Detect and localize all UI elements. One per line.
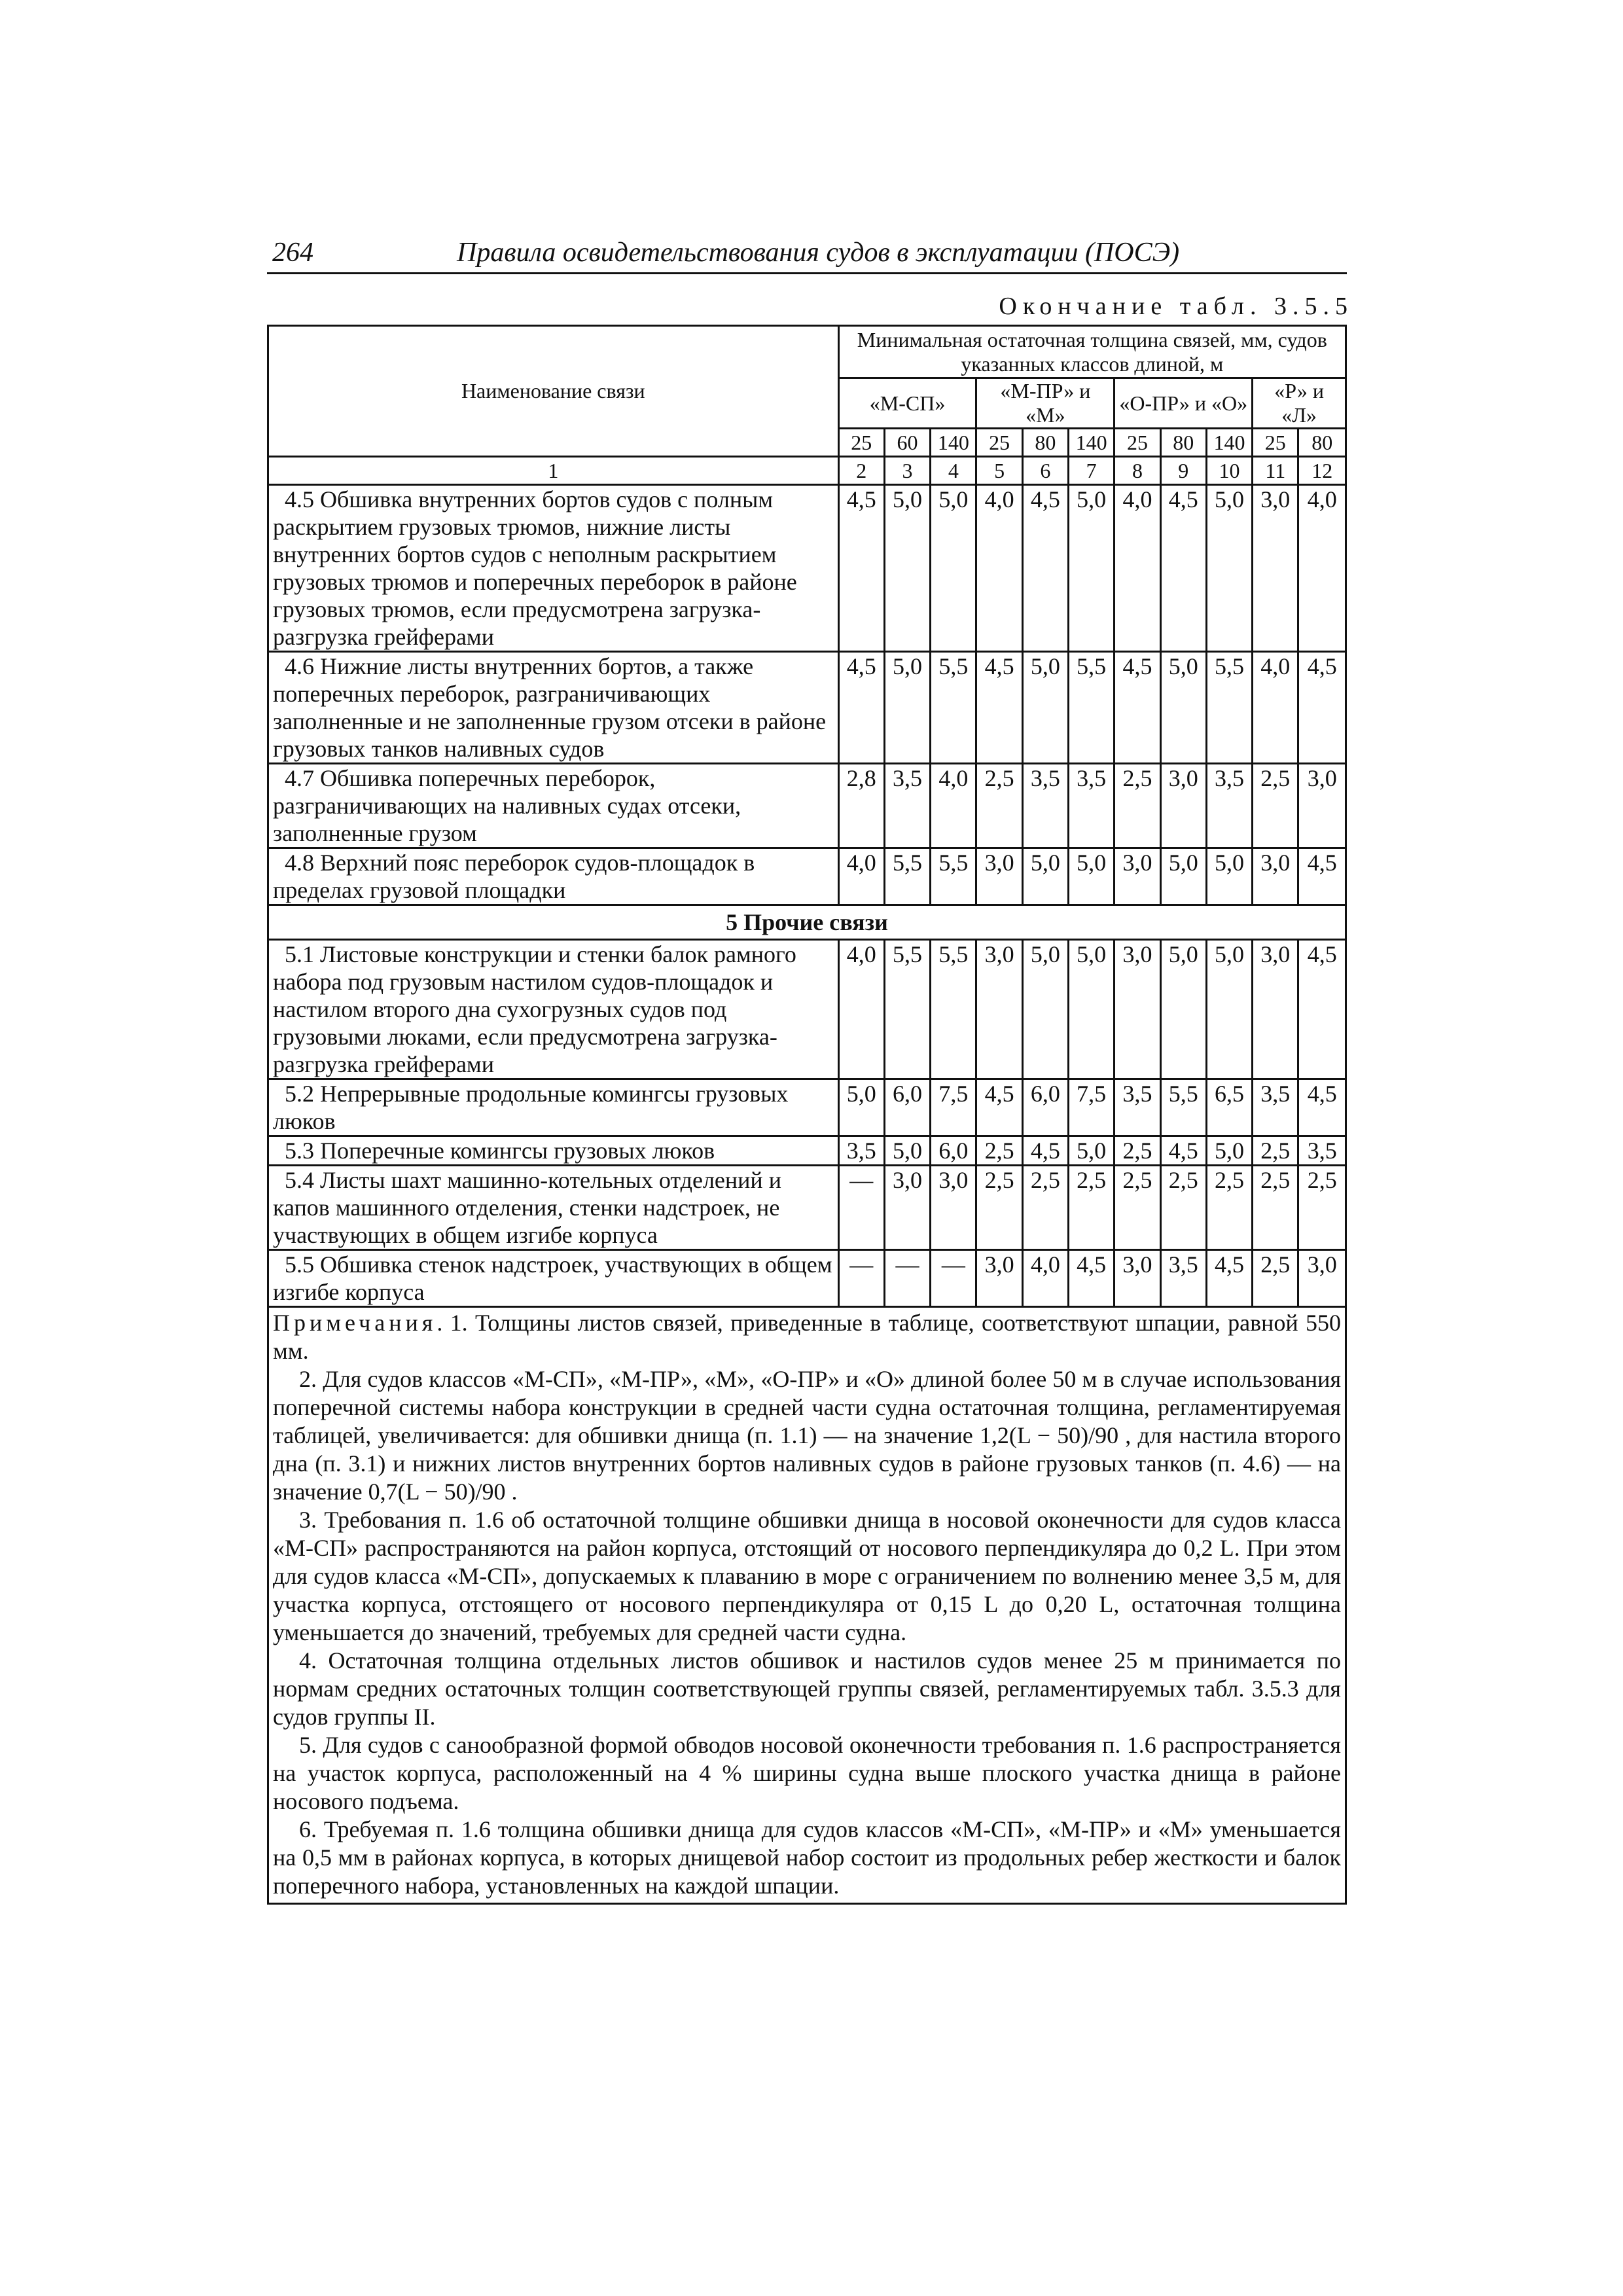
- length-header: 140: [1206, 429, 1252, 457]
- row-label: 4.7 Обшивка поперечных переборок, разграничивающих на наливных судах отсеки, заполненные грузом: [268, 764, 839, 848]
- thickness-value: 5,5: [1069, 652, 1115, 764]
- thickness-value: 3,0: [1160, 764, 1206, 848]
- thickness-value: 7,5: [931, 1079, 976, 1136]
- section-heading: 5 Прочие связи: [268, 905, 1346, 940]
- page-number: 264: [272, 238, 313, 268]
- thickness-value: 7,5: [1069, 1079, 1115, 1136]
- thickness-value: 3,0: [1115, 940, 1160, 1079]
- thickness-value: 4,0: [1115, 485, 1160, 652]
- thickness-value: 2,8: [838, 764, 884, 848]
- thickness-value: 4,5: [1160, 485, 1206, 652]
- thickness-value: 3,0: [1298, 764, 1346, 848]
- thickness-value: 3,0: [1115, 1250, 1160, 1307]
- thickness-value: 5,5: [931, 652, 976, 764]
- thickness-value: 3,0: [1115, 848, 1160, 905]
- thickness-value: 2,5: [1022, 1166, 1068, 1250]
- column-number: 11: [1253, 457, 1298, 485]
- note-1: [273, 1309, 1341, 1365]
- note-1-text: . 1. Толщины листов связей, приведенные в таблице, соответствуют шпации, равной 550 мм.: [273, 1310, 1341, 1364]
- thickness-value: 6,0: [884, 1079, 930, 1136]
- thickness-value: 6,0: [931, 1136, 976, 1166]
- thickness-value: 6,0: [1022, 1079, 1068, 1136]
- length-header: 25: [976, 429, 1022, 457]
- thickness-value: 4,0: [838, 940, 884, 1079]
- thickness-value: 5,0: [1160, 848, 1206, 905]
- length-header: 25: [1115, 429, 1160, 457]
- thickness-value: 6,5: [1206, 1079, 1252, 1136]
- column-number: 9: [1160, 457, 1206, 485]
- notes-row: [268, 1307, 1346, 1904]
- thickness-value: 5,0: [1160, 652, 1206, 764]
- thickness-table: [267, 325, 1347, 1905]
- column-number: 5: [976, 457, 1022, 485]
- table-row: [268, 1079, 1346, 1136]
- thickness-value: 3,5: [1206, 764, 1252, 848]
- thickness-value: —: [931, 1250, 976, 1307]
- thickness-value: 5,0: [931, 485, 976, 652]
- thickness-header: Минимальная остаточная толщина связей, мм, судов указанных классов длиной, м: [838, 326, 1346, 378]
- thickness-value: 3,5: [1160, 1250, 1206, 1307]
- thickness-value: 5,0: [1206, 1136, 1252, 1166]
- thickness-value: 4,0: [976, 485, 1022, 652]
- thickness-value: 5,5: [931, 940, 976, 1079]
- row-label: 5.2 Непрерывные продольные комингсы грузовых люков: [268, 1079, 839, 1136]
- thickness-value: 5,0: [1206, 485, 1252, 652]
- name-column-header: Наименование связи: [268, 326, 839, 457]
- note-2: 2. Для судов классов «М-СП», «М-ПР», «М», «О-ПР» и «О» длиной более 50 м в случае использования поперечной системы набора конструкции в средней части судна остаточная толщина, регламентируемая таблицей, увеличивается: для обшивки днища (п. 1.1) — на значение 1,2(L − 50)/90 , для настила второго дна (п. 3.1) и нижних листов внутренних бортов наливных судов в районе грузовых танков (п. 4.6) — на значение 0,7(L − 50)/90 .: [273, 1366, 1341, 1505]
- thickness-value: 5,5: [1160, 1079, 1206, 1136]
- note-3: 3. Требования п. 1.6 об остаточной толщине обшивки днища в носовой оконечности для судов класса «М-СП» распространяются на район корпуса, отстоящий от носового перпендикуляра до 0,2 L. При этом для судов класса «М-СП», допускаемых к плаванию в море с ограничением по волнению менее 3,5 м, для участка корпуса, отстоящего от носового перпендикуляра от 0,15 L до 0,20 L, остаточная толщина уменьшается до значений, требуемых для средней части судна.: [273, 1507, 1341, 1645]
- thickness-value: 3,0: [976, 848, 1022, 905]
- note-4: 4. Остаточная толщина отдельных листов обшивок и настилов судов менее 25 м принимается по нормам средних остаточных толщин соответствующей группы связей, регламентируемых табл. 3.5.3 для судов группы II.: [273, 1647, 1341, 1730]
- thickness-value: 2,5: [1160, 1166, 1206, 1250]
- thickness-value: 2,5: [976, 1166, 1022, 1250]
- thickness-value: 3,5: [1115, 1079, 1160, 1136]
- class-group-header: «М-СП»: [838, 378, 976, 429]
- column-number: 1: [268, 457, 839, 485]
- running-title: Правила освидетельствования судов в эксплуатации (ПОСЭ): [457, 238, 1180, 268]
- thickness-value: 5,0: [1022, 940, 1068, 1079]
- notes-title: Примечания: [273, 1310, 437, 1336]
- length-header: 25: [1253, 429, 1298, 457]
- thickness-value: 3,0: [1298, 1250, 1346, 1307]
- thickness-value: 5,0: [884, 485, 930, 652]
- column-number: 3: [884, 457, 930, 485]
- table-row: [268, 652, 1346, 764]
- thickness-value: 5,0: [1022, 652, 1068, 764]
- length-header: 140: [1069, 429, 1115, 457]
- table-row: [268, 1250, 1346, 1307]
- thickness-value: 5,0: [884, 652, 930, 764]
- class-group-header: «М-ПР» и «М»: [976, 378, 1115, 429]
- row-label: 4.8 Верхний пояс переборок судов-площадок в пределах грузовой площадки: [268, 848, 839, 905]
- column-number: 6: [1022, 457, 1068, 485]
- thickness-value: 4,0: [1298, 485, 1346, 652]
- thickness-value: 4,0: [1253, 652, 1298, 764]
- thickness-value: 2,5: [1253, 1250, 1298, 1307]
- column-number: 2: [838, 457, 884, 485]
- column-number: 12: [1298, 457, 1346, 485]
- thickness-value: 4,5: [1022, 1136, 1068, 1166]
- thickness-value: 3,5: [1253, 1079, 1298, 1136]
- thickness-value: 4,5: [1298, 848, 1346, 905]
- thickness-value: 4,0: [838, 848, 884, 905]
- table-row: [268, 485, 1346, 652]
- note-5: 5. Для судов с санообразной формой обводов носовой оконечности требования п. 1.6 распространяется на участок корпуса, расположенный на 4 % ширины судна выше плоского участка днища в районе носового подъема.: [273, 1732, 1341, 1814]
- thickness-value: 2,5: [1115, 1136, 1160, 1166]
- thickness-value: 5,5: [1206, 652, 1252, 764]
- thickness-value: 3,5: [884, 764, 930, 848]
- thickness-value: 3,0: [976, 1250, 1022, 1307]
- row-label: 5.4 Листы шахт машинно-котельных отделений и капов машинного отделения, стенки надстроек, не участвующих в общем изгибе корпуса: [268, 1166, 839, 1250]
- thickness-value: 3,5: [838, 1136, 884, 1166]
- table-continuation-caption: Окончание табл. 3.5.5: [999, 293, 1353, 320]
- thickness-value: 4,5: [976, 1079, 1022, 1136]
- thickness-value: 3,5: [1298, 1136, 1346, 1166]
- thickness-value: 4,5: [1298, 940, 1346, 1079]
- column-number: 10: [1206, 457, 1252, 485]
- length-header: 140: [931, 429, 976, 457]
- row-label: 4.5 Обшивка внутренних бортов судов с полным раскрытием грузовых трюмов, нижние листы внутренних бортов судов с неполным раскрытием грузовых трюмов и поперечных переборок в районе грузовых трюмов, если предусмотрена загрузка-разгрузка грейферами: [268, 485, 839, 652]
- thickness-value: —: [838, 1250, 884, 1307]
- column-number: 4: [931, 457, 976, 485]
- table-row: [268, 764, 1346, 848]
- row-label: 5.5 Обшивка стенок надстроек, участвующих в общем изгибе корпуса: [268, 1250, 839, 1307]
- thickness-value: 2,5: [1253, 1166, 1298, 1250]
- length-header: 60: [884, 429, 930, 457]
- table-row: [268, 1136, 1346, 1166]
- thickness-value: 4,5: [838, 485, 884, 652]
- thickness-value: 2,5: [1253, 1136, 1298, 1166]
- thickness-value: 5,0: [1069, 848, 1115, 905]
- length-header: 80: [1022, 429, 1068, 457]
- thickness-value: 2,5: [976, 1136, 1022, 1166]
- row-label: 4.6 Нижние листы внутренних бортов, а также поперечных переборок, разграничивающих заполненные и не заполненные грузом отсеки в районе грузовых танков наливных судов: [268, 652, 839, 764]
- thickness-value: 2,5: [1115, 1166, 1160, 1250]
- row-label: 5.1 Листовые конструкции и стенки балок рамного набора под грузовым настилом судов-площадок и настилом второго дна сухогрузных судов под грузовыми люками, если предусмотрена загрузка-разгрузка грейферами: [268, 940, 839, 1079]
- thickness-value: 5,0: [1022, 848, 1068, 905]
- thickness-value: 5,0: [838, 1079, 884, 1136]
- thickness-value: 3,0: [1253, 485, 1298, 652]
- thickness-value: —: [838, 1166, 884, 1250]
- table-row: [268, 940, 1346, 1079]
- thickness-value: 2,5: [1298, 1166, 1346, 1250]
- thickness-value: 4,5: [838, 652, 884, 764]
- length-header: 80: [1160, 429, 1206, 457]
- class-group-header: «Р» и «Л»: [1253, 378, 1346, 429]
- thickness-value: 5,5: [884, 848, 930, 905]
- thickness-value: 5,0: [1206, 940, 1252, 1079]
- thickness-value: 4,5: [1022, 485, 1068, 652]
- length-header: 80: [1298, 429, 1346, 457]
- row-label: 5.3 Поперечные комингсы грузовых люков: [268, 1136, 839, 1166]
- thickness-value: 3,5: [1022, 764, 1068, 848]
- thickness-value: 4,5: [976, 652, 1022, 764]
- thickness-value: 4,0: [1022, 1250, 1068, 1307]
- thickness-value: 4,5: [1298, 652, 1346, 764]
- thickness-value: 5,5: [931, 848, 976, 905]
- thickness-value: 3,0: [1253, 940, 1298, 1079]
- thickness-value: 4,5: [1206, 1250, 1252, 1307]
- thickness-value: 4,5: [1115, 652, 1160, 764]
- thickness-value: 3,0: [931, 1166, 976, 1250]
- thickness-value: 3,5: [1069, 764, 1115, 848]
- table-row: [268, 1166, 1346, 1250]
- section-row: [268, 905, 1346, 940]
- thickness-value: 4,0: [931, 764, 976, 848]
- column-number: 7: [1069, 457, 1115, 485]
- thickness-value: 5,5: [884, 940, 930, 1079]
- thickness-value: 4,5: [1069, 1250, 1115, 1307]
- thickness-value: 2,5: [1206, 1166, 1252, 1250]
- thickness-value: 5,0: [1069, 1136, 1115, 1166]
- thickness-value: 5,0: [884, 1136, 930, 1166]
- thickness-value: 3,0: [884, 1166, 930, 1250]
- thickness-value: 4,5: [1298, 1079, 1346, 1136]
- thickness-value: 5,0: [1206, 848, 1252, 905]
- thickness-value: 3,0: [976, 940, 1022, 1079]
- running-header: [267, 233, 1347, 274]
- notes: [268, 1307, 1346, 1904]
- note-6: 6. Требуемая п. 1.6 толщина обшивки днища для судов классов «М-СП», «М-ПР» и «М» уменьшается на 0,5 мм в районах корпуса, в которых днищевой набор состоит из продольных ребер жесткости и балок поперечного набора, установленных на каждой шпации.: [273, 1816, 1341, 1899]
- thickness-value: 2,5: [976, 764, 1022, 848]
- class-group-header: «О-ПР» и «О»: [1115, 378, 1253, 429]
- column-number: 8: [1115, 457, 1160, 485]
- thickness-value: 4,5: [1160, 1136, 1206, 1166]
- table-row: [268, 848, 1346, 905]
- thickness-value: 5,0: [1069, 940, 1115, 1079]
- thickness-value: 5,0: [1160, 940, 1206, 1079]
- thickness-value: 2,5: [1253, 764, 1298, 848]
- thickness-value: 2,5: [1069, 1166, 1115, 1250]
- thickness-value: 5,0: [1069, 485, 1115, 652]
- thickness-value: —: [884, 1250, 930, 1307]
- length-header: 25: [838, 429, 884, 457]
- thickness-value: 3,0: [1253, 848, 1298, 905]
- thickness-value: 2,5: [1115, 764, 1160, 848]
